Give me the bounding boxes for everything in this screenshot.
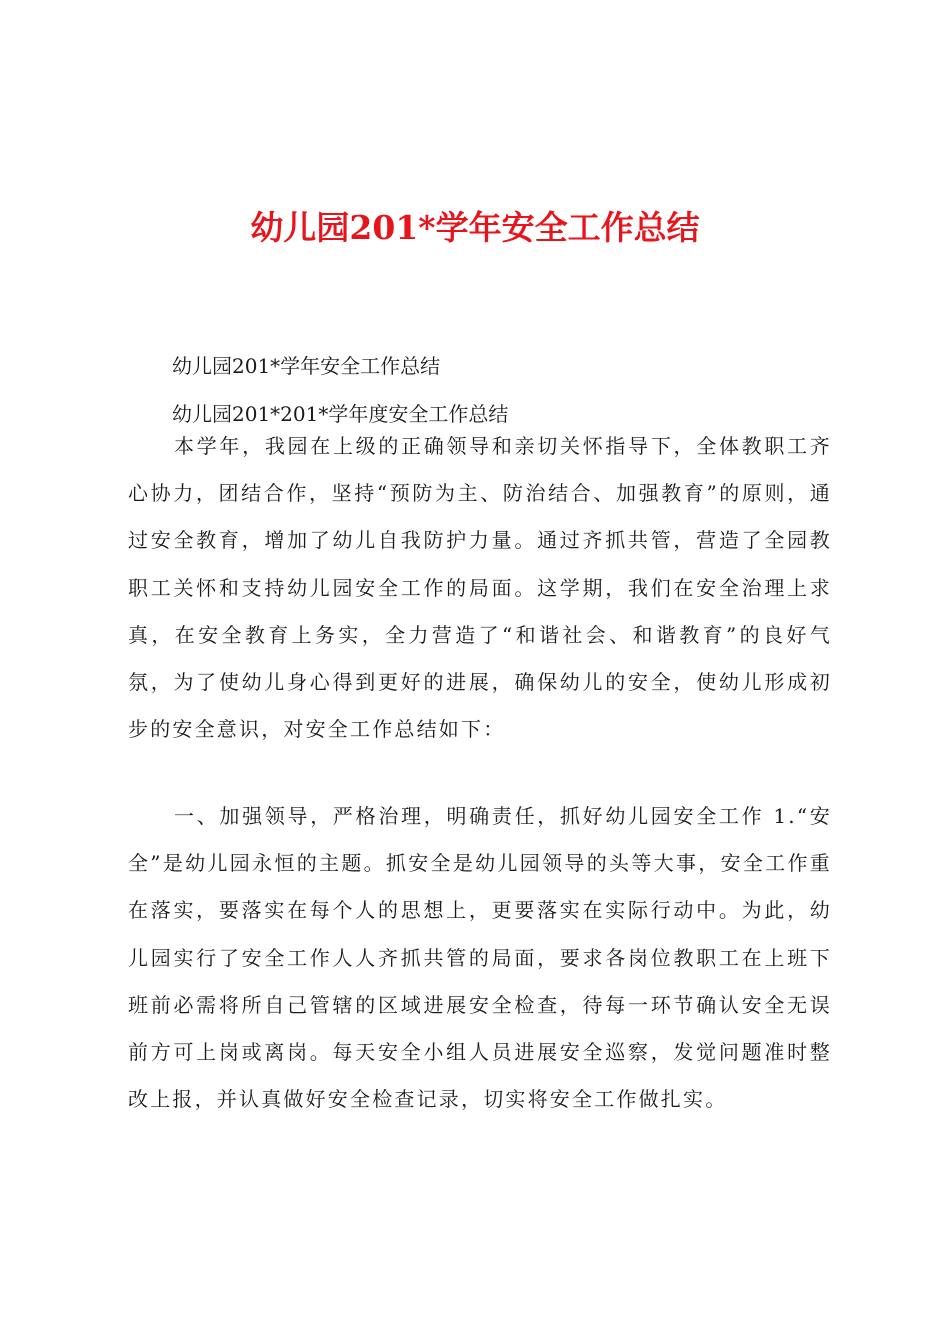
paragraph-section-one: 一、加强领导，严格治理，明确责任，抓好幼儿园安全工作 1.“安全”是幼儿园永恒的主题。抓安全是幼儿园领导的头等大事，安全工作重在落实，要落实在每个人的思想上，更要落实在实际行动中。为此，幼儿园实行了安全工作人人齐抓共管的局面，要求各岗位教职工在上班下班前必需将所自己管辖的区域进展安全检查，待每一环节确认安全无误前方可上岗或离岗。每天安全小组人员进展安全巡察，发觉问题准时整改上报，并认真做好安全检查记录，切实将安全工作做扎实。 bbox=[128, 804, 832, 1112]
paragraph-intro: 本学年，我园在上级的正确领导和亲切关怀指导下，全体教职工齐心协力，团结合作，坚持“预防为主、防治结合、加强教育”的原则，通过安全教育，增加了幼儿自我防护力量。通过齐抓共管，营造了全园教职工关怀和支持幼儿园安全工作的局面。这学期，我们在安全治理上求真，在安全教育上务实，全力营造了“和谐社会、和谐教育”的良好气氛，为了使幼儿身心得到更好的进展，确保幼儿的安全，使幼儿形成初步的安全意识，对安全工作总结如下： bbox=[128, 434, 832, 742]
document-title: 幼儿园201*学年安全工作总结 bbox=[250, 208, 700, 247]
subtitle-line-1: 幼儿园201*学年安全工作总结 bbox=[172, 354, 441, 378]
subtitle-line-2: 幼儿园201*201*学年度安全工作总结 bbox=[172, 402, 509, 426]
